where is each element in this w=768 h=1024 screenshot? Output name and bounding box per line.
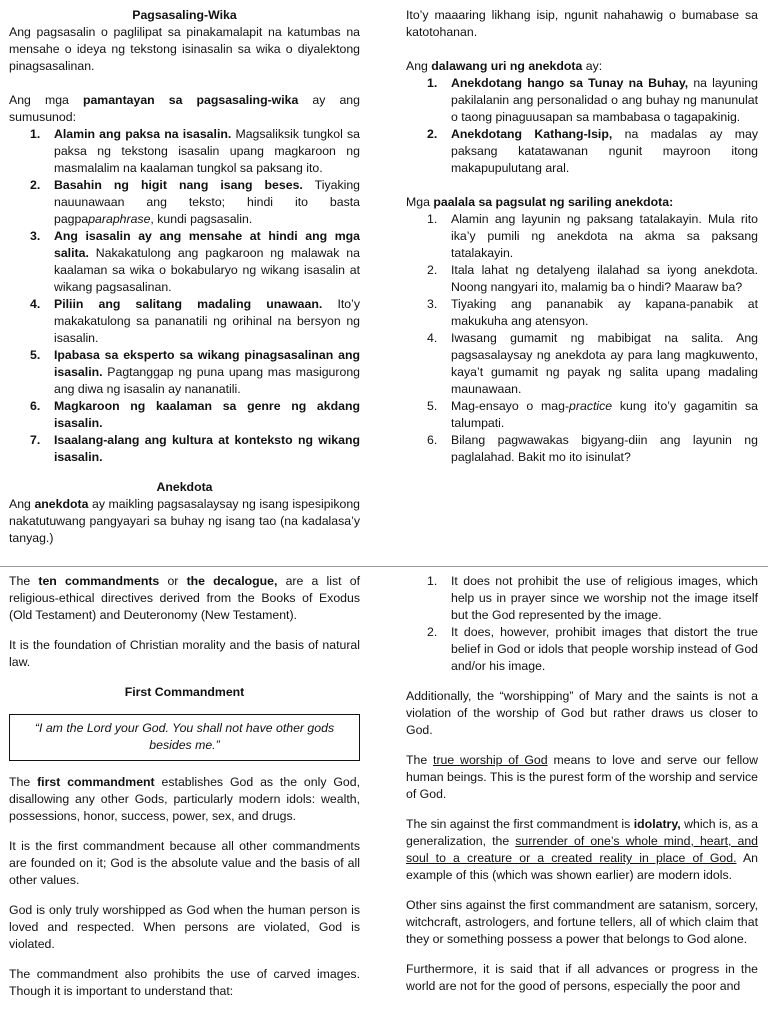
list-item-text: Alamin ang paksa na isasalin. Magsaliksik tungkol sa paksa ng tekstong isasalin upang magkaroon ng masmalalim na kaalaman tungkol sa paksang ito. — [54, 127, 360, 175]
mary-saints-paragraph: Additionally, the “worshipping” of Mary and the saints is not a violation of the worship of God but rather draws us closer to God. — [406, 689, 758, 737]
first-commandment-column — [9, 573, 360, 1000]
pamantayan-intro: Ang mga pamantayan sa pagsasaling-wika ay ang sumusunod: — [9, 93, 360, 124]
commandment-quote-box: “I am the Lord your God. You shall not have other gods besides me.” — [9, 714, 360, 761]
pagsasaling-wika-title: Pagsasaling-Wika — [132, 8, 237, 22]
uri-list — [406, 75, 758, 177]
list-item-text: Magkaroon ng kaalaman sa genre ng akdang isasalin. — [54, 399, 360, 430]
list-item-text: Ipabasa sa eksperto sa wikang pinagsasalinan ang isasalin. Pagtanggap ng puna upang mas masigurong ang diwa ng isasalin ay nananatili. — [54, 348, 360, 396]
list-item — [9, 432, 360, 466]
decalogue-paragraph: The ten commandments or the decalogue, are a list of religious-ethical directives derived from the Books of Exodus (Old Testament) and Deuteronomy (New Testament). — [9, 574, 360, 622]
other-sins-paragraph: Other sins against the first commandment are satanism, sorcery, witchcraft, astrologers, and fortune tellers, all of which claim that they or something possess a power that belongs to God alone. — [406, 898, 758, 946]
list-item — [406, 432, 758, 466]
list-number: 1. — [427, 574, 438, 588]
pagsasaling-wika-column — [9, 7, 360, 547]
list-item — [9, 228, 360, 296]
list-item — [9, 296, 360, 347]
list-item-text: Mag-ensayo o mag-practice kung ito’y gagamitin sa talumpati. — [451, 399, 758, 430]
list-item — [406, 262, 758, 296]
list-number: 4. — [30, 297, 41, 311]
list-item-text: Anekdotang Kathang-Isip, na madalas ay may paksang katatawanan ngunit mayroon itong makapupulutang aral. — [451, 127, 758, 175]
uri-intro: Ang dalawang uri ng anekdota ay: — [406, 59, 603, 73]
list-item — [9, 177, 360, 228]
anekdota-definition: Ang anekdota ay maikling pagsasalaysay ng isang ispesipikong nakatutuwang pangyayari sa buhay ng isang tao (na kadalasa’y tanyag.) — [9, 497, 360, 545]
list-item — [406, 296, 758, 330]
anekdota-column — [406, 7, 758, 466]
list-item-text: Basahin ng higit nang isang beses. Tiyaking nauunawaan ang teksto; hindi ito basta pagpaparaphrase, kundi pagsasalin. — [54, 178, 361, 226]
idolatry-paragraph: The sin against the first commandment is idolatry, which is, as a generalization, the surrender of one’s whole mind, heart, and soul to a creature or a created reality in place of God. An example of this (which was shown earlier) are modern idols. — [406, 817, 759, 882]
list-item — [9, 398, 360, 432]
paalala-list — [406, 211, 758, 466]
list-number: 6. — [427, 433, 438, 447]
list-item-text: Itala lahat ng detalyeng ilalahad sa iyong anekdota. Noong nangyari ito, malamig ba o hindi? Maaraw ba? — [451, 263, 758, 294]
list-item — [406, 624, 758, 675]
list-item — [406, 75, 758, 126]
list-number: 2. — [427, 263, 438, 277]
worship-column — [406, 573, 758, 995]
list-number: 7. — [30, 433, 41, 447]
list-item — [9, 347, 360, 398]
worshipped-paragraph: God is only truly worshipped as God when the human person is loved and respected. When persons are violated, God is violated. — [9, 903, 360, 951]
anekdota-title: Anekdota — [156, 480, 213, 494]
list-item-text: Alamin ang layunin ng paksang tatalakayin. Mula rito ika’y pumili ng anekdota na akma sa paksang tatalakayin. — [451, 212, 758, 260]
section-divider — [0, 566, 768, 567]
anekdota-definition-continued: Ito’y maaaring likhang isip, ngunit nahahawig o bumabase sa katotohanan. — [406, 8, 758, 39]
list-item — [406, 398, 758, 432]
list-number: 2. — [30, 178, 41, 192]
list-item — [406, 330, 758, 398]
list-item-text: It does not prohibit the use of religious images, which help us in prayer since we worship not the image itself but the God represented by the image. — [451, 574, 758, 622]
list-item-text: Anekdotang hango sa Tunay na Buhay, na layuning pakilalanin ang personalidad o ang buhay ng manunulat o taong pinaguusapan sa mambabasa o tagapakinig. — [451, 76, 758, 124]
list-item-text: Tiyaking ang pananabik ay kapana-panabik at makukuha ang atensyon. — [451, 297, 758, 328]
list-item — [406, 573, 758, 624]
list-item-text: Bilang pagwawakas bigyang-diin ang layunin ng paglalahad. Bakit mo ito isinulat? — [451, 433, 758, 464]
images-list — [406, 573, 758, 675]
first-because-paragraph: It is the first commandment because all other commandments are founded on it; God is the absolute value and the basis of all other values. — [9, 839, 360, 887]
furthermore-paragraph: Furthermore, it is said that if all advances or progress in the world are not for the good of persons, especially the poor and — [406, 962, 758, 993]
list-item-text: Isaalang-alang ang kultura at konteksto ng wikang isasalin. — [54, 433, 360, 464]
list-item — [406, 211, 758, 262]
list-number: 5. — [30, 348, 41, 362]
list-number: 3. — [427, 297, 438, 311]
list-number: 4. — [427, 331, 438, 345]
list-item — [406, 126, 758, 177]
pagsasalin-definition: Ang pagsasalin o paglilipat sa pinakamalapit na katumbas na mensahe o ideya ng tekstong isinasalin sa wika o diyalektong pinagsasalinan. — [9, 25, 360, 73]
list-number: 3. — [30, 229, 41, 243]
list-item — [9, 126, 360, 177]
list-number: 5. — [427, 399, 438, 413]
list-number: 1. — [427, 212, 438, 226]
carved-images-paragraph: The commandment also prohibits the use of carved images. Though it is important to understand that: — [9, 967, 360, 998]
list-number: 1. — [427, 76, 438, 90]
list-number: 6. — [30, 399, 41, 413]
list-item-text: Piliin ang salitang madaling unawaan. Ito’y makakatulong sa pananatili ng orihinal na bersyon ng isasalin. — [54, 297, 360, 345]
first-commandment-heading: First Commandment — [124, 685, 245, 699]
list-number: 1. — [30, 127, 41, 141]
list-item-text: Ang isasalin ay ang mensahe at hindi ang mga salita. Nakakatulong ang pagkaroon ng malawak na kaalaman sa wika o bokabularyo ng wikang isasalin at wikang pagsasalinan. — [54, 229, 360, 294]
list-number: 2. — [427, 625, 438, 639]
pamantayan-list — [9, 126, 360, 466]
list-item-text: Iwasang gumamit ng mabibigat na salita. Ang pagsasalaysay ng anekdota ay para lang magkuwento, kaya’t gumamit ng payak ng salita upang madaling maunawaan. — [451, 331, 758, 396]
paalala-intro: Mga paalala sa pagsulat ng sariling anekdota: — [406, 195, 674, 209]
list-item-text: It does, however, prohibit images that distort the true belief in God or idols that people worship instead of God and/or his image. — [451, 625, 758, 673]
establishes-paragraph: The first commandment establishes God as the only God, disallowing any other Gods, particularly modern idols: wealth, possessions, honor, success, power, sex, and drugs. — [9, 775, 361, 823]
foundation-paragraph: It is the foundation of Christian morality and the basis of natural law. — [9, 638, 360, 669]
list-number: 2. — [427, 127, 438, 141]
true-worship-paragraph: The true worship of God means to love and serve our fellow human beings. This is the purest form of the worship and service of God. — [406, 753, 758, 801]
